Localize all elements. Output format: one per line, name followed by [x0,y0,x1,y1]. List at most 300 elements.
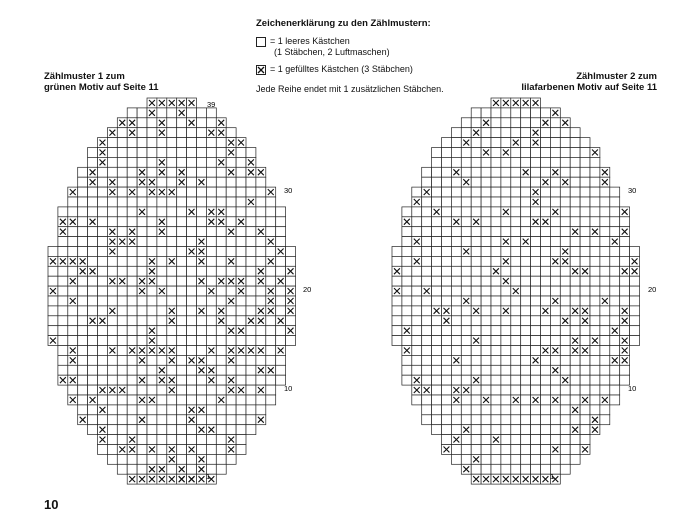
grid-cell [216,286,226,296]
grid-cell [167,435,177,445]
grid-cell [521,118,531,128]
grid-cell [276,256,286,266]
grid-cell [471,148,481,158]
grid-cell [402,316,412,326]
grid-cell [256,326,266,336]
grid-cell [550,425,560,435]
grid-cell [206,326,216,336]
grid-cell [412,266,422,276]
grid-cell [451,454,461,464]
grid-cell [117,425,127,435]
grid-cell [206,108,216,118]
grid-cell [246,237,256,247]
grid-cell [560,296,570,306]
grid-cell [177,316,187,326]
grid-cell [276,237,286,247]
grid-cell [107,375,117,385]
grid-cell [246,355,256,365]
grid-cell [590,266,600,276]
grid-cell [570,207,580,217]
grid-cell [197,415,207,425]
grid-cell [541,435,551,445]
grid-cell [226,365,236,375]
grid-cell [570,148,580,158]
grid-cell [501,247,511,257]
grid-cell [98,355,108,365]
grid-cell [216,227,226,237]
grid-cell [590,365,600,375]
grid-cell [471,415,481,425]
grid-cell [226,187,236,197]
grid-cell [442,336,452,346]
grid-cell [560,187,570,197]
grid-cell [58,207,68,217]
chart1-row-label-20: 20 [303,285,312,294]
grid-cell [541,395,551,405]
grid-cell [107,405,117,415]
grid-cell [392,306,402,316]
grid-cell [246,296,256,306]
grid-cell [491,385,501,395]
grid-cell [560,217,570,227]
grid-cell [197,138,207,148]
grid-cell [481,435,491,445]
grid-cell [461,148,471,158]
grid-cell [147,286,157,296]
grid-cell [630,296,640,306]
grid-cell [422,375,432,385]
grid-cell [98,167,108,177]
grid-cell [610,187,620,197]
grid-cell [236,316,246,326]
grid-cell [451,276,461,286]
grid-cell [266,276,276,286]
grid-cell [266,355,276,365]
grid-cell [491,296,501,306]
grid-cell [600,276,610,286]
grid-cell [560,355,570,365]
grid-cell [187,286,197,296]
chart2-row-label-10: 10 [628,384,637,393]
grid-cell [600,266,610,276]
grid-cell [147,138,157,148]
grid-cell [471,316,481,326]
grid-cell [511,227,521,237]
grid-cell [580,405,590,415]
grid-cell [246,217,256,227]
grid-cell [580,187,590,197]
grid-cell [117,355,127,365]
grid-cell [137,266,147,276]
grid-cell [442,207,452,217]
grid-cell [442,385,452,395]
grid-cell [610,336,620,346]
grid-cell [177,118,187,128]
grid-cell [560,138,570,148]
grid-cell [541,286,551,296]
grid-cell [177,405,187,415]
chart1-row-label-30: 30 [284,186,293,195]
grid-cell [107,286,117,296]
grid-cell [511,346,521,356]
grid-cell [216,336,226,346]
grid-cell [167,157,177,167]
grid-cell [157,425,167,435]
grid-cell [197,375,207,385]
grid-cell [197,118,207,128]
grid-cell [531,346,541,356]
grid-cell [58,237,68,247]
grid-cell [451,138,461,148]
grid-cell [147,296,157,306]
grid-cell [550,197,560,207]
grid-cell [422,355,432,365]
grid-cell [117,217,127,227]
grid-cell [471,355,481,365]
grid-cell [461,336,471,346]
grid-cell [442,395,452,405]
grid-cell [197,207,207,217]
grid-cell [442,227,452,237]
grid-cell [600,365,610,375]
grid-cell [531,435,541,445]
grid-cell [491,227,501,237]
grid-cell [491,336,501,346]
grid-cell [206,197,216,207]
grid-cell [491,148,501,158]
grid-cell [402,286,412,296]
grid-cell [570,326,580,336]
grid-cell [630,306,640,316]
grid-cell [98,395,108,405]
grid-cell [541,336,551,346]
grid-cell [216,256,226,266]
grid-cell [276,296,286,306]
grid-cell [137,227,147,237]
grid-cell [570,177,580,187]
grid-cell [88,306,98,316]
grid-cell [590,157,600,167]
grid-cell [442,197,452,207]
grid-cell [521,415,531,425]
grid-cell [620,237,630,247]
grid-cell [206,405,216,415]
grid-cell [521,395,531,405]
grid-cell [471,266,481,276]
grid-cell [432,157,442,167]
grid-cell [216,346,226,356]
grid-cell [107,435,117,445]
grid-cell [58,276,68,286]
grid-cell [127,207,137,217]
grid-cell [541,167,551,177]
grid-cell [177,227,187,237]
grid-cell [117,415,127,425]
grid-cell [422,256,432,266]
grid-cell [511,316,521,326]
grid-cell [461,405,471,415]
grid-cell [432,286,442,296]
grid-cell [451,256,461,266]
grid-cell [147,128,157,138]
grid-cell [127,385,137,395]
grid-cell [610,256,620,266]
grid-cell [521,108,531,118]
grid-cell [147,197,157,207]
grid-cell [236,415,246,425]
grid-cell [107,425,117,435]
grid-cell [147,207,157,217]
grid-cell [481,454,491,464]
grid-cell [550,237,560,247]
grid-cell [88,346,98,356]
grid-cell [511,336,521,346]
grid-cell [461,346,471,356]
grid-cell [432,405,442,415]
grid-cell [531,415,541,425]
grid-cell [236,435,246,445]
grid-cell [226,128,236,138]
grid-cell [157,247,167,257]
grid-cell [157,355,167,365]
grid-cell [276,365,286,375]
grid-cell [461,445,471,455]
grid-cell [432,197,442,207]
grid-cell [550,266,560,276]
grid-cell [442,346,452,356]
grid-cell [570,276,580,286]
grid-cell [187,385,197,395]
grid-cell [461,435,471,445]
grid-cell [590,217,600,227]
grid-cell [147,118,157,128]
grid-cell [117,148,127,158]
grid-cell [137,256,147,266]
grid-cell [590,286,600,296]
grid-cell [560,326,570,336]
grid-cell [521,346,531,356]
grid-cell [147,415,157,425]
grid-cell [137,296,147,306]
grid-cell [442,365,452,375]
grid-cell [127,296,137,306]
grid-cell [580,336,590,346]
grid-cell [147,454,157,464]
grid-cell [432,336,442,346]
grid-cell [541,365,551,375]
grid-cell [620,217,630,227]
grid-cell [256,177,266,187]
grid-cell [117,256,127,266]
grid-cell [236,148,246,158]
grid-cell [491,286,501,296]
grid-cell [521,425,531,435]
grid-cell [531,266,541,276]
grid-cell [560,128,570,138]
grid-cell [137,365,147,375]
grid-cell [107,395,117,405]
grid-cell [147,375,157,385]
grid-cell [177,346,187,356]
grid-cell [197,227,207,237]
grid-cell [48,306,58,316]
grid-cell [226,405,236,415]
grid-cell [216,247,226,257]
grid-cell [531,227,541,237]
grid-cell [117,227,127,237]
grid-cell [246,256,256,266]
grid-cell [560,454,570,464]
grid-cell [177,375,187,385]
grid-cell [501,296,511,306]
grid-cell [88,425,98,435]
grid-cell [256,187,266,197]
grid-cell [137,425,147,435]
grid-cell [88,237,98,247]
grid-cell [78,326,88,336]
grid-cell [286,256,296,266]
grid-cell [471,405,481,415]
grid-cell [98,247,108,257]
grid-cell [461,217,471,227]
grid-cell [550,326,560,336]
grid-cell [471,187,481,197]
grid-cell [276,266,286,276]
grid-cell [580,217,590,227]
grid-cell [98,187,108,197]
grid-cell [590,247,600,257]
grid-cell [206,148,216,158]
grid-cell [570,256,580,266]
grid-cell [501,227,511,237]
grid-cell [206,227,216,237]
grid-cell [550,217,560,227]
legend-title: Zeichenerklärung zu den Zählmustern: [256,18,431,29]
grid-cell [177,336,187,346]
grid-cell [58,296,68,306]
grid-cell [167,177,177,187]
grid-cell [481,415,491,425]
grid-cell [177,187,187,197]
grid-cell [501,336,511,346]
grid-cell [127,276,137,286]
grid-cell [491,395,501,405]
grid-cell [580,138,590,148]
page-number: 10 [44,497,59,512]
grid-cell [630,247,640,257]
grid-cell [620,326,630,336]
grid-cell [236,336,246,346]
grid-cell [187,266,197,276]
grid-cell [147,385,157,395]
grid-cell [157,306,167,316]
grid-cell [216,375,226,385]
grid-cell [157,138,167,148]
grid-cell [107,454,117,464]
grid-cell [216,385,226,395]
grid-cell [226,454,236,464]
grid-cell [197,197,207,207]
grid-cell [451,187,461,197]
grid-cell [471,365,481,375]
grid-cell [206,247,216,257]
grid-cell [137,197,147,207]
grid-cell [541,256,551,266]
grid-cell [187,464,197,474]
grid-cell [236,177,246,187]
grid-cell [610,375,620,385]
grid-cell [471,207,481,217]
grid-cell [117,247,127,257]
grid-cell [206,138,216,148]
legend-empty-line2: (1 Stäbchen, 2 Luftmaschen) [274,47,390,57]
grid-cell [197,435,207,445]
grid-cell [471,256,481,266]
grid-cell [187,148,197,158]
grid-cell [550,375,560,385]
grid-cell [157,326,167,336]
grid-cell [422,336,432,346]
grid-cell [98,286,108,296]
grid-cell [187,197,197,207]
grid-cell [236,197,246,207]
grid-cell [107,336,117,346]
grid-cell [600,346,610,356]
grid-cell [117,454,127,464]
grid-cell [541,266,551,276]
grid-cell [491,454,501,464]
grid-cell [550,405,560,415]
chart1-row-label-1: 1 [206,472,211,481]
grid-cell [580,167,590,177]
grid-cell [491,207,501,217]
grid-cell [570,197,580,207]
grid-cell [570,128,580,138]
grid-cell [580,227,590,237]
grid-cell [590,346,600,356]
grid-cell [117,167,127,177]
grid-cell [107,445,117,455]
grid-cell [610,276,620,286]
grid-cell [127,247,137,257]
grid-cell [600,405,610,415]
grid-cell [147,227,157,237]
grid-cell [610,365,620,375]
grid-cell [256,256,266,266]
grid-cell [432,148,442,158]
grid-cell [531,148,541,158]
grid-cell [451,128,461,138]
grid-cell [147,425,157,435]
grid-cell [58,336,68,346]
grid-cell [402,237,412,247]
grid-cell [511,128,521,138]
chart2-title-line2: lilafarbenen Motiv auf Seite 11 [521,82,657,93]
grid-cell [560,336,570,346]
grid-cell [590,256,600,266]
grid-cell [461,365,471,375]
grid-cell [157,256,167,266]
grid-cell [236,395,246,405]
grid-cell [451,148,461,158]
grid-cell [481,445,491,455]
grid-cell [580,296,590,306]
grid-cell [550,336,560,346]
grid-cell [491,197,501,207]
grid-cell [147,247,157,257]
grid-cell [570,286,580,296]
grid-cell [442,247,452,257]
